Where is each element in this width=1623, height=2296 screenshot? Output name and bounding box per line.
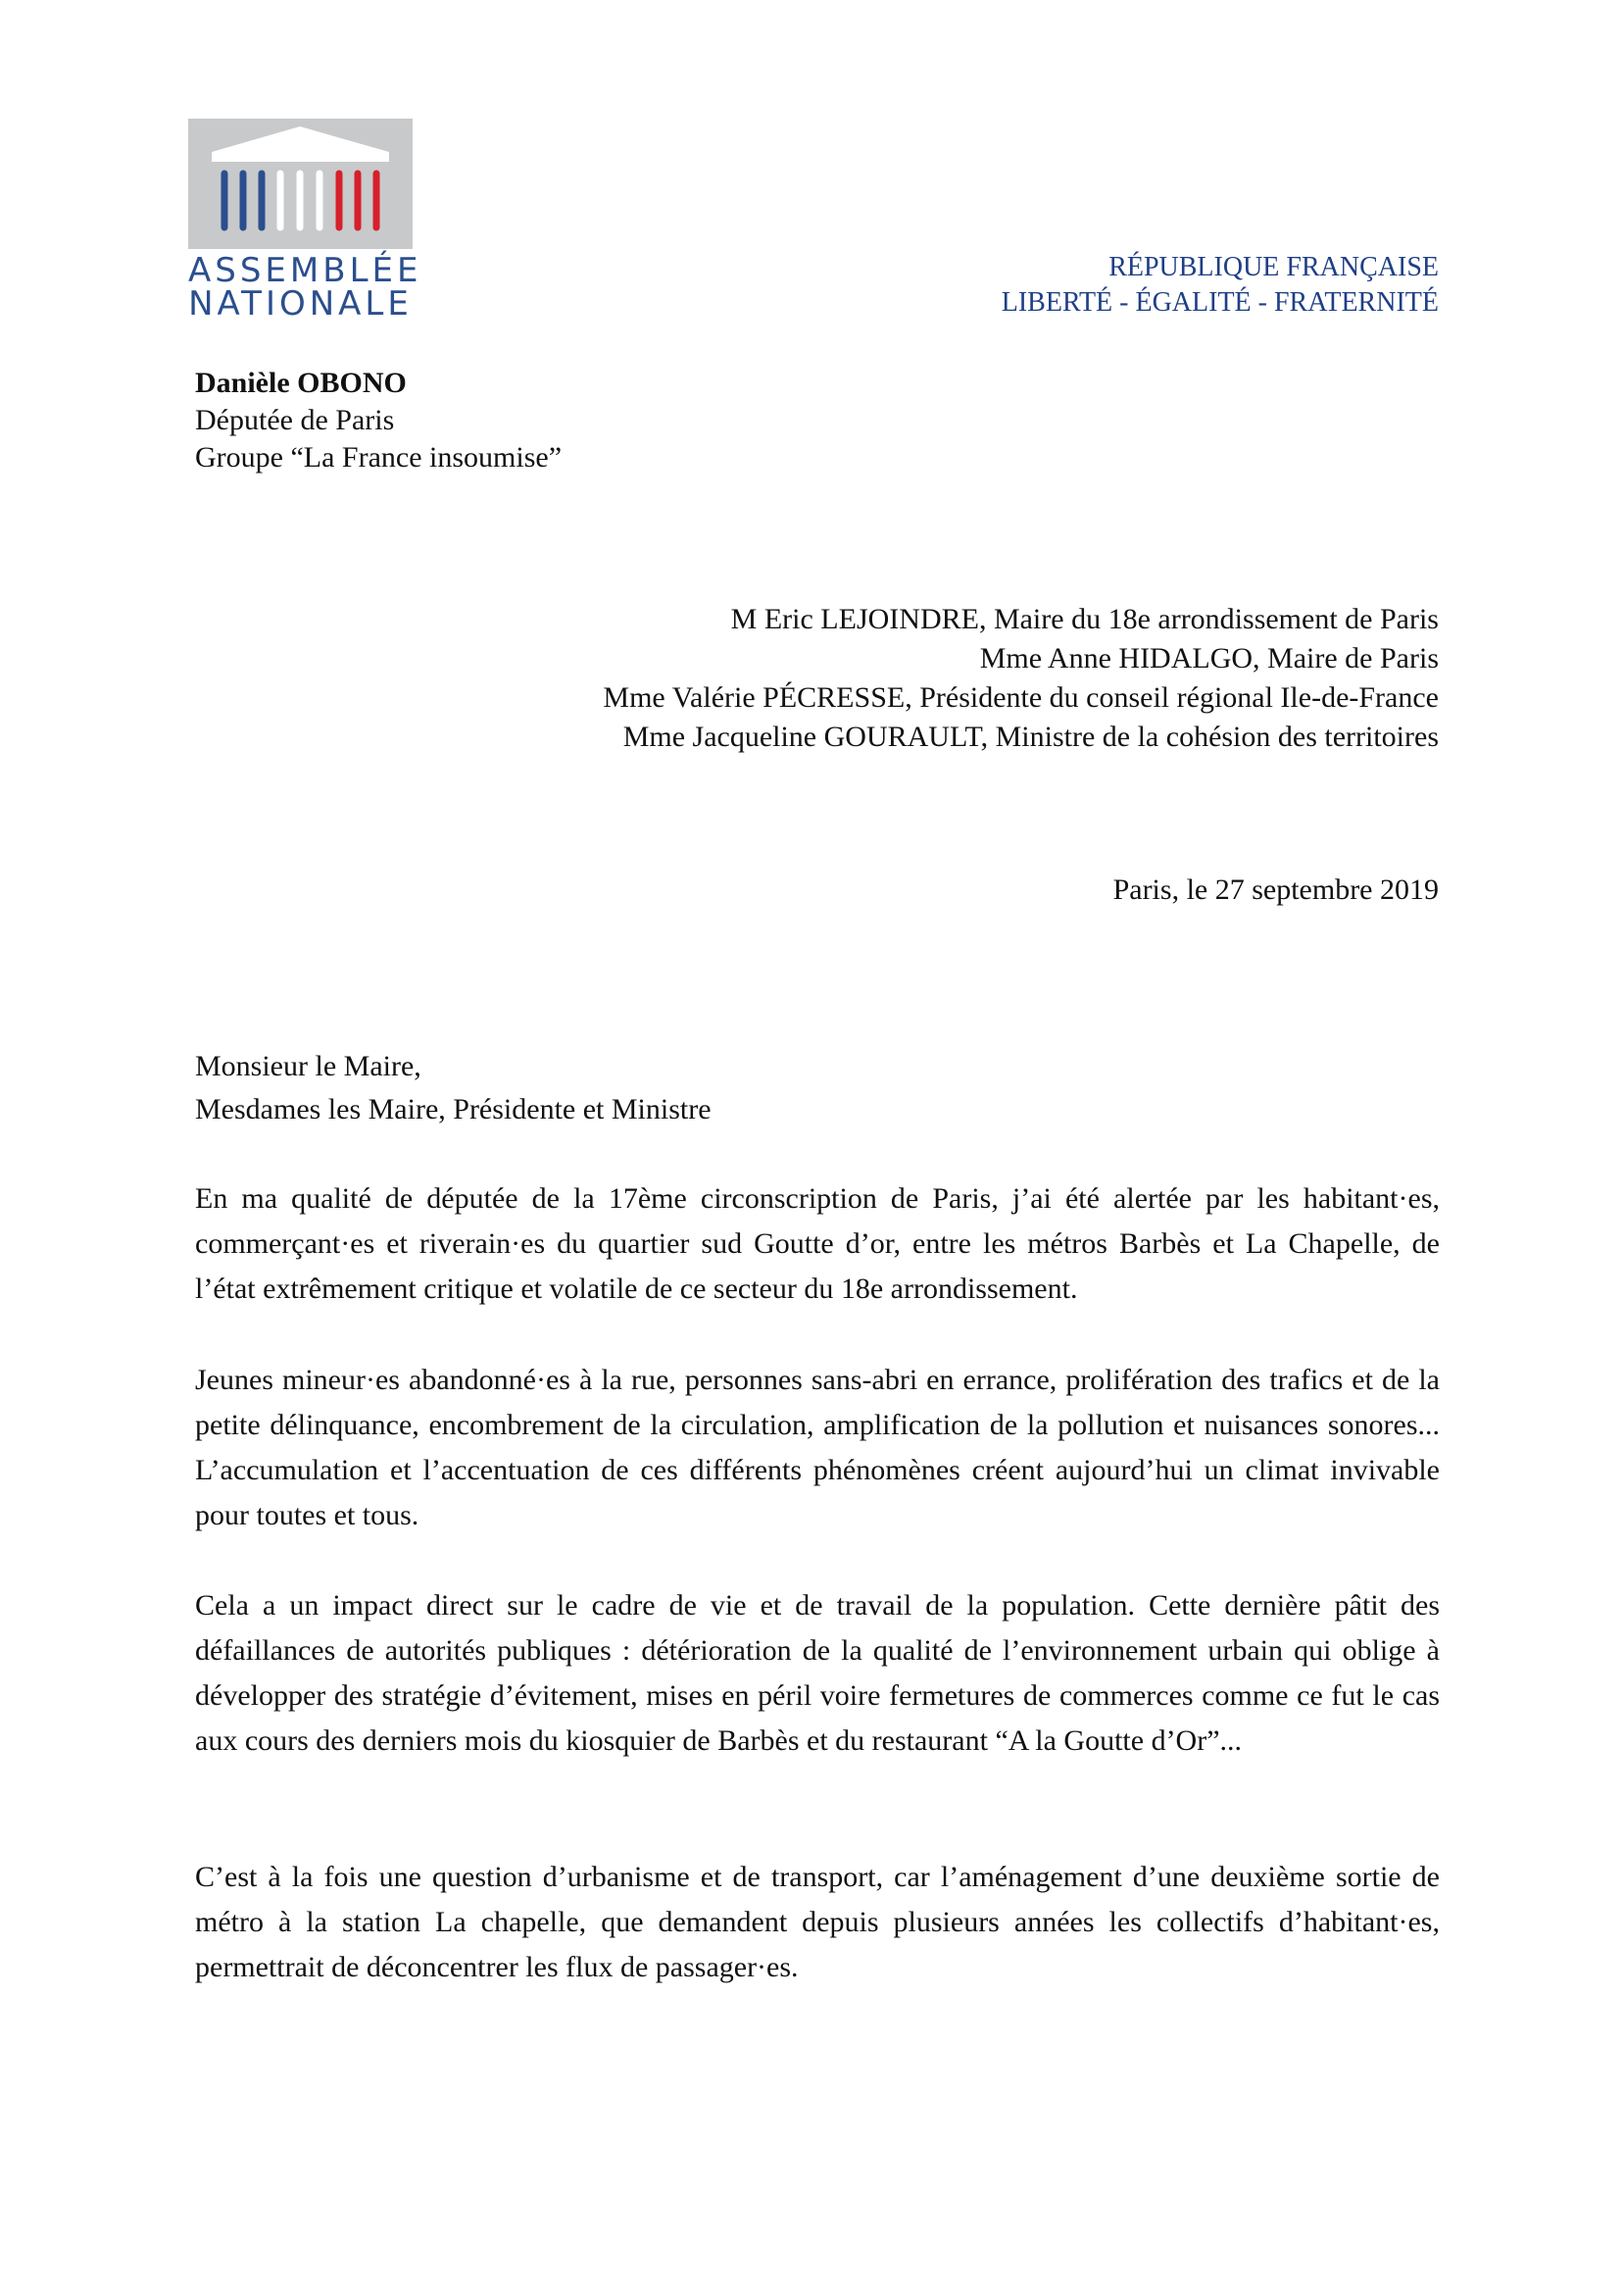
assemblee-nationale-logo <box>188 119 422 324</box>
recipient-line: Mme Anne HIDALGO, Maire de Paris <box>979 642 1439 674</box>
logo-emblem <box>188 119 413 249</box>
republic-motto: LIBERTÉ - ÉGALITÉ - FRATERNITÉ <box>1001 287 1439 318</box>
body-paragraph: C’est à la fois une question d’urbanisme et de transport, car l’aménagement d’une deuxième sortie de métro à la station La chapelle, que demandent depuis plusieurs années les collectifs d’habitant·es, permettrait de déconcentrer les flux de passager·es. <box>195 1861 1440 1983</box>
recipient-line: Mme Valérie PÉCRESSE, Présidente du conseil régional Ile-de-France <box>603 681 1439 714</box>
sender-group: Groupe “La France insoumise” <box>195 441 563 474</box>
body-paragraph: Cela a un impact direct sur le cadre de vie et de travail de la population. Cette dernière pâtit des défaillances de autorités publiques : détérioration de la qualité de l’environnement urbain qui oblige à développer des stratégie d’évitement, mises en péril voire fermetures de commerces comme ce fut le cas aux cours des derniers mois du kiosquier de Barbès et du restaurant “A la Goutte d’Or”... <box>195 1589 1440 1757</box>
hemicycle-icon <box>188 119 413 249</box>
salutation <box>195 1045 712 1131</box>
recipient-line: Mme Jacqueline GOURAULT, Ministre de la cohésion des territoires <box>622 721 1439 753</box>
body-paragraph: En ma qualité de députée de la 17ème circonscription de Paris, j’ai été alertée par les habitant·es, commerçant·es et riverain·es du quartier sud Goutte d’or, entre les métros Barbès et La Chapelle, de l’état extrêmement critique et volatile de ce secteur du 18e arrondissement. <box>195 1182 1440 1305</box>
sender-role: Députée de Paris <box>195 404 395 436</box>
republic-header <box>1002 250 1439 321</box>
logo-text-line1: ASSEMBLÉE <box>188 251 422 290</box>
recipient-line: M Eric LEJOINDRE, Maire du 18e arrondissement de Paris <box>730 603 1439 635</box>
body-paragraph: Jeunes mineur·es abandonné·es à la rue, personnes sans-abri en errance, prolifération des trafics et de la petite délinquance, encombrement de la circulation, amplification de la pollution et nuisances sonores... L’accumulation et l’accentuation de ces différents phénomènes créent aujourd’hui un climat invivable pour toutes et tous. <box>195 1364 1440 1531</box>
sender-name: Danièle OBONO <box>195 367 407 399</box>
recipients-block <box>603 600 1439 757</box>
logo-text-line2: NATIONALE <box>188 284 413 324</box>
letter-date: Paris, le 27 septembre 2019 <box>1112 873 1439 906</box>
salutation-line2: Mesdames les Maire, Présidente et Ministre <box>195 1093 712 1125</box>
sender-block <box>195 365 562 476</box>
salutation-line1: Monsieur le Maire, <box>195 1050 421 1082</box>
republic-name: RÉPUBLIQUE FRANÇAISE <box>1108 252 1439 282</box>
